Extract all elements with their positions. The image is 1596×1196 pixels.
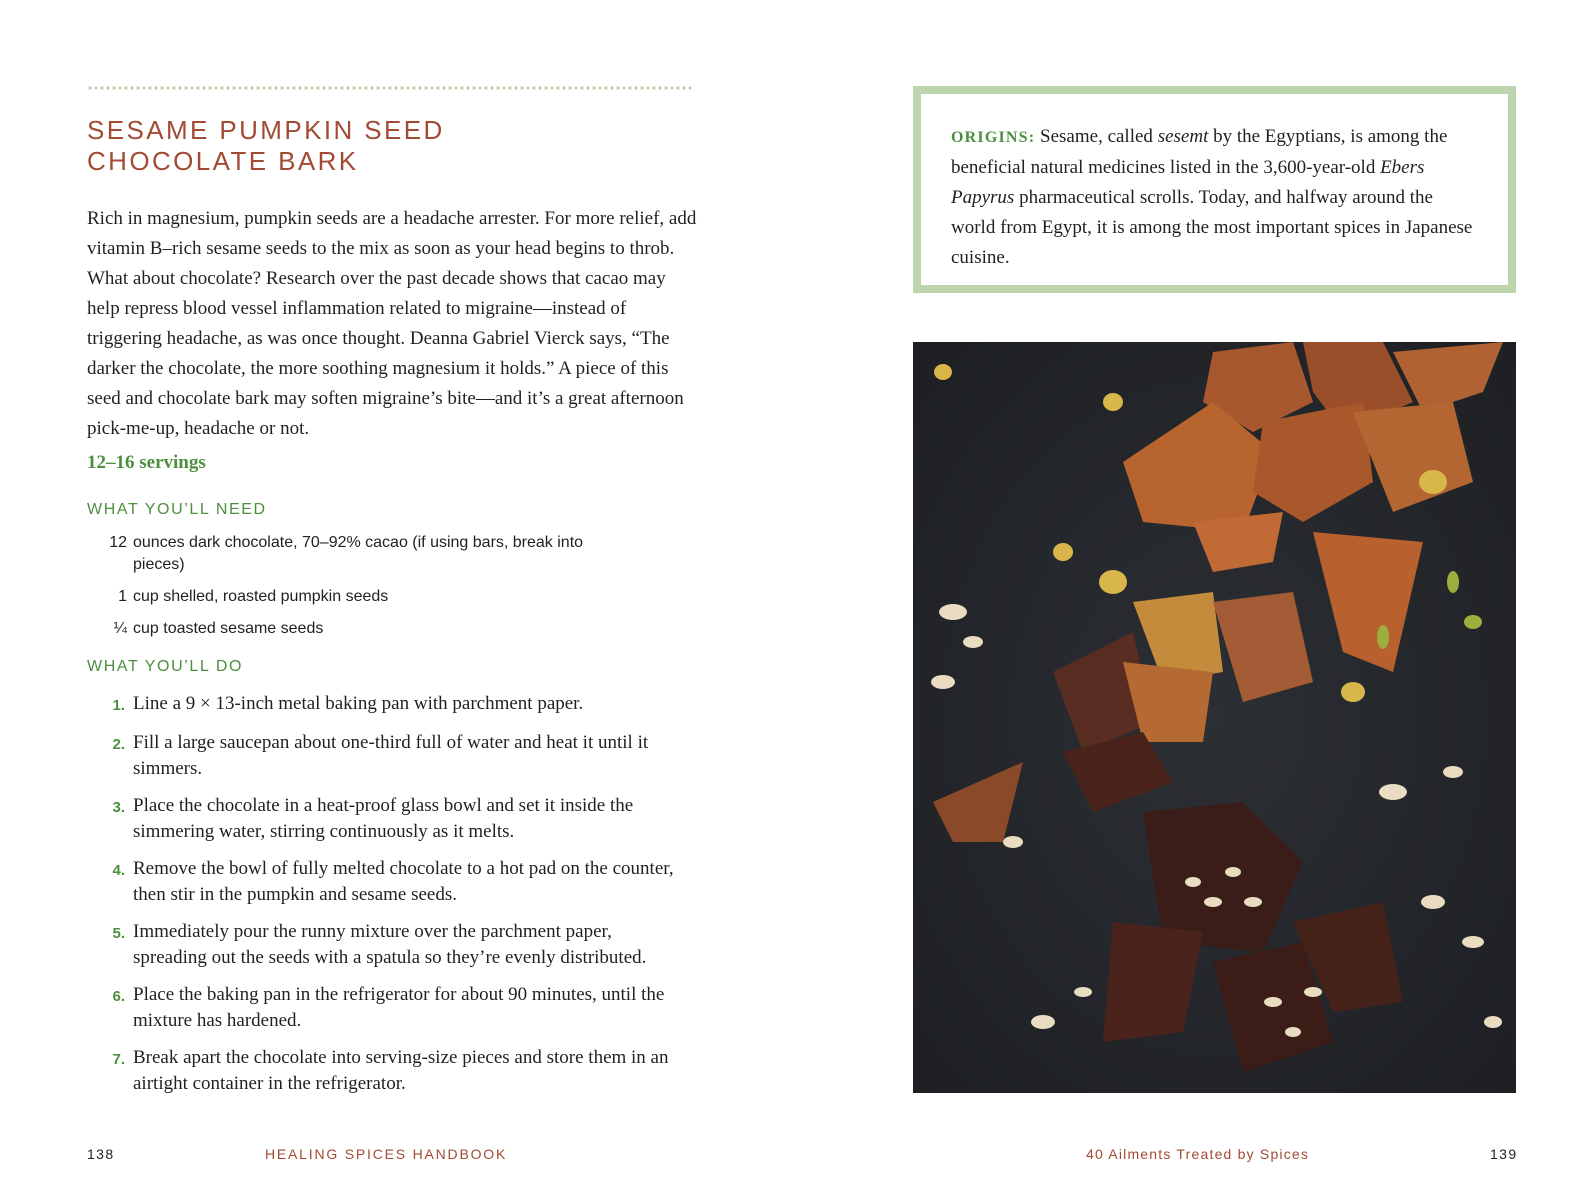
step-text: Line a 9 × 13-inch metal baking pan with parchment paper. [133, 693, 584, 714]
ingredient-item [87, 586, 607, 608]
ingredient-qty: ¼ [113, 620, 127, 637]
origins-label: ORIGINS: [951, 129, 1036, 146]
step-text: Break apart the chocolate into serving-size pieces and store them in an airtight container in the refrigerator. [133, 1047, 669, 1094]
step-text: Place the baking pan in the refrigerator for about 90 minutes, until the mixture has hardened. [133, 984, 665, 1031]
step-text: Remove the bowl of fully melted chocolate to a hot pad on the counter, then stir in the pumpkin and sesame seeds. [133, 858, 674, 905]
dotted-divider [87, 86, 693, 90]
page-number-left: 138 [87, 1146, 115, 1162]
step-item [87, 982, 687, 1034]
origins-text-part: Sesame, called [1035, 126, 1158, 147]
intro-paragraph: Rich in magnesium, pumpkin seeds are a headache arrester. For more relief, add vitamin B–rich sesame seeds to the mix as soon as your head begins to throb. What about chocolate? Research over the past decade shows that cacao may help repress blood vessel inflammation related to migraine—instead of triggering headache, as was once thought. Deanna Gabriel Vierck says, “The darker the chocolate, the more soothing magnesium it holds.” A piece of this seed and chocolate bark may soften migraine’s bite—and it’s a great afternoon pick-me-up, headache or not. [87, 208, 697, 439]
step-item [87, 1045, 687, 1097]
origins-italic-term: Ebers Papyrus [951, 157, 1425, 208]
step-number: 7. [112, 1051, 125, 1068]
step-item [87, 856, 687, 908]
step-item [87, 691, 687, 719]
ingredient-qty: 12 [109, 534, 127, 551]
ingredient-text: cup toasted sesame seeds [133, 620, 324, 637]
ingredients-heading: WHAT YOU’LL NEED [87, 501, 267, 518]
step-number: 2. [112, 736, 125, 753]
origins-text [951, 122, 1478, 273]
origins-text-part: pharmaceutical scrolls. Today, and halfway around the world from Egypt, it is among the most important spices in Japanese cuisine. [951, 187, 1473, 268]
origins-text-part: by the Egyptians, is among the beneficial natural medicines listed in the 3,600-year-old [951, 126, 1448, 178]
ingredients-list [87, 532, 607, 650]
step-item [87, 793, 687, 845]
ingredient-text: ounces dark chocolate, 70–92% cacao (if using bars, break into pieces) [133, 534, 584, 573]
step-item [87, 919, 687, 971]
title-line-1: SESAME PUMPKIN SEED [87, 115, 445, 145]
step-number: 5. [112, 925, 125, 942]
page-number-right: 139 [1490, 1146, 1518, 1162]
step-text: Place the chocolate in a heat-proof glass bowl and set it inside the simmering water, stirring continuously as it melts. [133, 795, 634, 842]
step-number: 1. [112, 697, 125, 714]
origins-sidebar-box [913, 86, 1516, 293]
running-head-book-title: HEALING SPICES HANDBOOK [265, 1146, 508, 1162]
step-text: Immediately pour the runny mixture over the parchment paper, spreading out the seeds with a spatula so they’re evenly distributed. [133, 921, 647, 968]
chocolate-bark-photo [913, 342, 1516, 1093]
step-number: 3. [112, 799, 125, 816]
step-text: Fill a large saucepan about one-third full of water and heat it until it simmers. [133, 732, 649, 779]
ingredient-item [87, 532, 607, 576]
step-number: 6. [112, 988, 125, 1005]
running-head-chapter: 40 Ailments Treated by Spices [1086, 1146, 1310, 1162]
servings-label: 12–16 servings [87, 452, 206, 473]
recipe-title [87, 115, 687, 177]
ingredient-qty: 1 [118, 588, 127, 605]
step-item [87, 730, 687, 782]
ingredient-text: cup shelled, roasted pumpkin seeds [133, 588, 389, 605]
ingredient-item [87, 618, 607, 640]
origins-italic-term: sesemt [1157, 126, 1209, 147]
title-line-2: CHOCOLATE BARK [87, 146, 359, 176]
step-number: 4. [112, 862, 125, 879]
steps-list [87, 691, 687, 1108]
chocolate-bark-illustration [913, 342, 1516, 1093]
steps-heading: WHAT YOU’LL DO [87, 658, 244, 675]
